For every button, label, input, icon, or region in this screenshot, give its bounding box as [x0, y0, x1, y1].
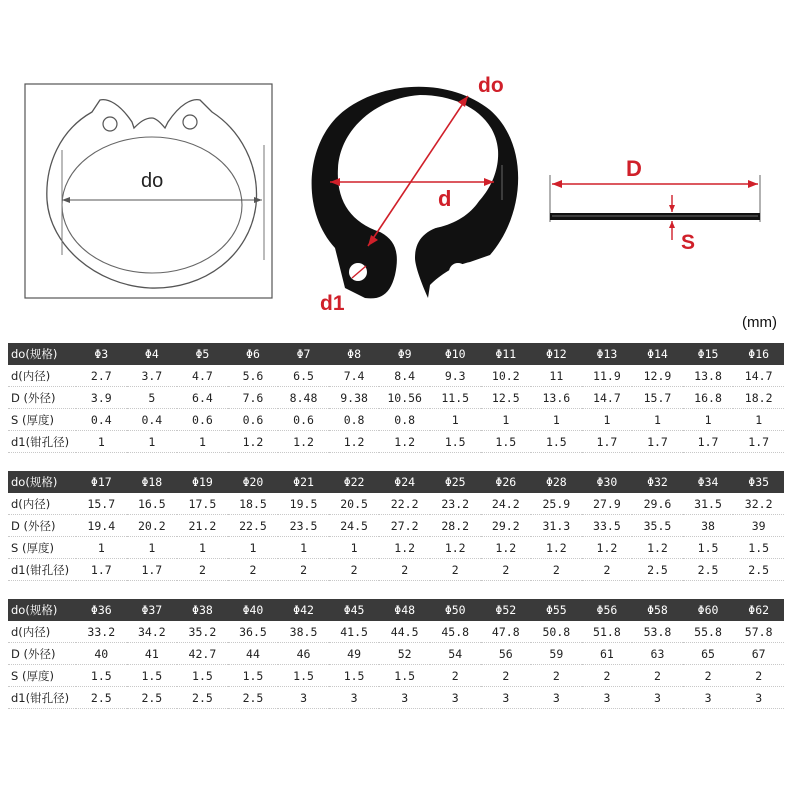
table-cell: 2 [582, 665, 633, 687]
table-cell: 1 [430, 409, 481, 431]
table-row [8, 537, 784, 559]
table-cell: Φ24 [379, 471, 430, 493]
table-cell: 1.7 [733, 431, 784, 453]
circlip-line-drawing [0, 0, 800, 330]
table-cell: 1.5 [733, 537, 784, 559]
table-cell: 16.8 [683, 387, 734, 409]
table-cell: 1.2 [531, 537, 582, 559]
table-cell: Φ25 [430, 471, 481, 493]
table-cell: 11.9 [582, 365, 633, 387]
table-row [8, 515, 784, 537]
table-cell: 19.4 [76, 515, 127, 537]
table-cell: 1 [127, 537, 178, 559]
table-cell: 50.8 [531, 621, 582, 643]
table-cell: 51.8 [582, 621, 633, 643]
table-cell: 2.5 [76, 687, 127, 709]
table-cell: 0.4 [127, 409, 178, 431]
black-circlip-image [312, 87, 519, 299]
table-cell: 41.5 [329, 621, 380, 643]
table-cell: 0.8 [379, 409, 430, 431]
table-cell: 23.2 [430, 493, 481, 515]
table-cell: 22.2 [379, 493, 430, 515]
table-cell: 46 [278, 643, 329, 665]
table-cell: 28.2 [430, 515, 481, 537]
table-cell: 36.5 [228, 621, 279, 643]
table-cell: Φ22 [329, 471, 380, 493]
table-cell: Φ4 [127, 343, 178, 365]
table-cell: Φ6 [228, 343, 279, 365]
table-cell: Φ20 [228, 471, 279, 493]
table-cell: 24.5 [329, 515, 380, 537]
table-cell: 59 [531, 643, 582, 665]
table-cell: 1.5 [481, 431, 532, 453]
table-cell: 12.5 [481, 387, 532, 409]
table-cell: Φ18 [127, 471, 178, 493]
table-cell: Φ17 [76, 471, 127, 493]
table-cell: Φ42 [278, 599, 329, 621]
table-cell: 3 [531, 687, 582, 709]
table-cell: 2.5 [228, 687, 279, 709]
table-cell: Φ32 [632, 471, 683, 493]
table-row [8, 365, 784, 387]
row-label: S (厚度) [8, 409, 76, 431]
table-cell: 38 [683, 515, 734, 537]
table-cell: 8.48 [278, 387, 329, 409]
table-header-row [8, 343, 784, 365]
table-cell: 9.38 [329, 387, 380, 409]
table-cell: Φ15 [683, 343, 734, 365]
table-cell: 11 [531, 365, 582, 387]
table-cell: Φ14 [632, 343, 683, 365]
row-label: do(规格) [8, 343, 76, 365]
table-cell: 1 [683, 409, 734, 431]
row-label: d(内径) [8, 621, 76, 643]
table-cell: 31.5 [683, 493, 734, 515]
row-label: d1(钳孔径) [8, 559, 76, 581]
table-cell: 1.2 [481, 537, 532, 559]
spec-table-body [8, 599, 784, 709]
table-cell: 1.2 [278, 431, 329, 453]
table-cell: 65 [683, 643, 734, 665]
table-cell: 1.5 [683, 537, 734, 559]
table-cell: 2 [379, 559, 430, 581]
table-cell: 2.5 [632, 559, 683, 581]
table-cell: 1 [582, 409, 633, 431]
table-cell: 2 [278, 559, 329, 581]
table-cell: 2 [177, 559, 228, 581]
table-cell: 5.6 [228, 365, 279, 387]
table-cell: 17.5 [177, 493, 228, 515]
table-cell: Φ13 [582, 343, 633, 365]
table-cell: 2.5 [127, 687, 178, 709]
table-cell: 10.56 [379, 387, 430, 409]
ring-label-do: do [478, 74, 504, 97]
table-cell: 52 [379, 643, 430, 665]
spec-table-2 [8, 471, 784, 581]
table-cell: 29.6 [632, 493, 683, 515]
table-cell: 15.7 [76, 493, 127, 515]
table-cell: 6.4 [177, 387, 228, 409]
table-cell: Φ11 [481, 343, 532, 365]
table-cell: 1.2 [329, 431, 380, 453]
table-row [8, 643, 784, 665]
table-cell: 1 [632, 409, 683, 431]
table-cell: 5 [127, 387, 178, 409]
table-header-row [8, 599, 784, 621]
table-cell: Φ9 [379, 343, 430, 365]
table-cell: 1.2 [582, 537, 633, 559]
table-row [8, 621, 784, 643]
table-cell: 49 [329, 643, 380, 665]
table-cell: Φ36 [76, 599, 127, 621]
table-cell: 1.2 [379, 431, 430, 453]
table-cell: 1.7 [683, 431, 734, 453]
table-cell: 3 [683, 687, 734, 709]
table-cell: 1.2 [379, 537, 430, 559]
table-cell: Φ38 [177, 599, 228, 621]
table-cell: 2 [481, 665, 532, 687]
table-cell: 16.5 [127, 493, 178, 515]
table-cell: Φ52 [481, 599, 532, 621]
row-label: do(规格) [8, 471, 76, 493]
table-cell: 1.5 [379, 665, 430, 687]
table-cell: 1.5 [177, 665, 228, 687]
table-cell: 33.2 [76, 621, 127, 643]
table-row [8, 409, 784, 431]
table-cell: 1 [76, 431, 127, 453]
table-cell: 1.2 [430, 537, 481, 559]
table-cell: 33.5 [582, 515, 633, 537]
table-cell: 53.8 [632, 621, 683, 643]
table-cell: 40 [76, 643, 127, 665]
table-cell: 1 [733, 409, 784, 431]
spec-table-body [8, 471, 784, 581]
drawing-label-do: do [141, 170, 164, 192]
table-cell: Φ48 [379, 599, 430, 621]
table-cell: 0.6 [177, 409, 228, 431]
table-cell: 3 [481, 687, 532, 709]
table-cell: 38.5 [278, 621, 329, 643]
row-label: d1(钳孔径) [8, 687, 76, 709]
table-cell: 31.3 [531, 515, 582, 537]
row-label: d(内径) [8, 365, 76, 387]
table-cell: 1 [177, 431, 228, 453]
side-label-S: S [681, 231, 696, 254]
table-cell: 3 [379, 687, 430, 709]
table-cell: 41 [127, 643, 178, 665]
table-cell: Φ56 [582, 599, 633, 621]
table-cell: 44.5 [379, 621, 430, 643]
table-cell: 2 [481, 559, 532, 581]
row-label: D (外径) [8, 387, 76, 409]
table-cell: 35.5 [632, 515, 683, 537]
table-cell: 10.2 [481, 365, 532, 387]
table-cell: 18.5 [228, 493, 279, 515]
table-cell: Φ7 [278, 343, 329, 365]
side-label-D: D [626, 156, 642, 181]
table-cell: 1.5 [228, 665, 279, 687]
table-cell: 1 [76, 537, 127, 559]
table-cell: 19.5 [278, 493, 329, 515]
table-cell: 2.7 [76, 365, 127, 387]
table-cell: 1.2 [228, 431, 279, 453]
table-cell: 2 [531, 559, 582, 581]
table-cell: 1.5 [430, 431, 481, 453]
row-label: S (厚度) [8, 665, 76, 687]
table-cell: 2.5 [177, 687, 228, 709]
table-cell: 11.5 [430, 387, 481, 409]
table-cell: 23.5 [278, 515, 329, 537]
table-cell: 0.4 [76, 409, 127, 431]
table-cell: 3.9 [76, 387, 127, 409]
table-cell: Φ60 [683, 599, 734, 621]
table-cell: 1.2 [632, 537, 683, 559]
table-cell: 15.7 [632, 387, 683, 409]
table-cell: 12.9 [632, 365, 683, 387]
table-cell: 2 [228, 559, 279, 581]
table-cell: 3 [278, 687, 329, 709]
table-cell: 34.2 [127, 621, 178, 643]
row-label: S (厚度) [8, 537, 76, 559]
table-cell: 1.5 [531, 431, 582, 453]
table-cell: 1.7 [127, 559, 178, 581]
table-cell: 1 [177, 537, 228, 559]
ring-label-d: d [438, 186, 452, 211]
table-cell: Φ58 [632, 599, 683, 621]
table-cell: 20.2 [127, 515, 178, 537]
table-cell: 0.8 [329, 409, 380, 431]
row-label: d(内径) [8, 493, 76, 515]
table-cell: Φ3 [76, 343, 127, 365]
side-view-image [550, 175, 760, 240]
table-cell: 3 [632, 687, 683, 709]
table-cell: 47.8 [481, 621, 532, 643]
table-cell: Φ40 [228, 599, 279, 621]
table-cell: Φ26 [481, 471, 532, 493]
table-cell: 0.6 [278, 409, 329, 431]
table-cell: Φ34 [683, 471, 734, 493]
table-cell: 45.8 [430, 621, 481, 643]
table-cell: Φ12 [531, 343, 582, 365]
table-cell: 27.2 [379, 515, 430, 537]
table-cell: 14.7 [733, 365, 784, 387]
table-cell: 2.5 [733, 559, 784, 581]
table-cell: 55.8 [683, 621, 734, 643]
table-row [8, 559, 784, 581]
table-cell: 2 [531, 665, 582, 687]
table-cell: 1.7 [76, 559, 127, 581]
row-label: d1(钳孔径) [8, 431, 76, 453]
table-cell: 1 [127, 431, 178, 453]
row-label: D (外径) [8, 643, 76, 665]
row-label: do(规格) [8, 599, 76, 621]
table-cell: 4.7 [177, 365, 228, 387]
table-cell: Φ16 [733, 343, 784, 365]
table-cell: 44 [228, 643, 279, 665]
spec-table-1 [8, 343, 784, 453]
table-cell: 1.5 [76, 665, 127, 687]
table-cell: Φ30 [582, 471, 633, 493]
table-cell: Φ50 [430, 599, 481, 621]
table-cell: 61 [582, 643, 633, 665]
table-cell: 32.2 [733, 493, 784, 515]
table-cell: 42.7 [177, 643, 228, 665]
table-cell: 3 [430, 687, 481, 709]
table-cell: Φ45 [329, 599, 380, 621]
table-cell: 18.2 [733, 387, 784, 409]
spec-table-body [8, 343, 784, 453]
table-cell: 1.5 [278, 665, 329, 687]
table-cell: 2 [683, 665, 734, 687]
table-row [8, 493, 784, 515]
table-cell: 2 [430, 559, 481, 581]
table-cell: 9.3 [430, 365, 481, 387]
table-cell: Φ37 [127, 599, 178, 621]
table-cell: 57.8 [733, 621, 784, 643]
table-cell: Φ5 [177, 343, 228, 365]
table-cell: 56 [481, 643, 532, 665]
table-cell: 2 [632, 665, 683, 687]
spec-table-3 [8, 599, 784, 709]
table-row [8, 387, 784, 409]
table-header-row [8, 471, 784, 493]
table-cell: Φ55 [531, 599, 582, 621]
table-cell: Φ28 [531, 471, 582, 493]
table-cell: 1 [329, 537, 380, 559]
table-cell: 13.8 [683, 365, 734, 387]
table-cell: 1 [531, 409, 582, 431]
table-cell: 67 [733, 643, 784, 665]
table-cell: 2 [582, 559, 633, 581]
table-cell: Φ10 [430, 343, 481, 365]
table-cell: 1.7 [582, 431, 633, 453]
table-cell: 54 [430, 643, 481, 665]
table-cell: 3 [329, 687, 380, 709]
table-cell: 1 [228, 537, 279, 559]
table-cell: 13.6 [531, 387, 582, 409]
table-cell: Φ8 [329, 343, 380, 365]
table-cell: 0.6 [228, 409, 279, 431]
row-label: D (外径) [8, 515, 76, 537]
table-row [8, 665, 784, 687]
table-cell: 21.2 [177, 515, 228, 537]
table-cell: 8.4 [379, 365, 430, 387]
table-cell: 3.7 [127, 365, 178, 387]
table-row [8, 687, 784, 709]
table-cell: 2.5 [683, 559, 734, 581]
table-cell: 1 [278, 537, 329, 559]
table-cell: Φ19 [177, 471, 228, 493]
table-cell: 1.5 [329, 665, 380, 687]
table-cell: 27.9 [582, 493, 633, 515]
table-cell: 3 [582, 687, 633, 709]
table-cell: 7.4 [329, 365, 380, 387]
table-cell: 1.5 [127, 665, 178, 687]
table-row [8, 431, 784, 453]
table-cell: 1.7 [632, 431, 683, 453]
table-cell: 2 [430, 665, 481, 687]
table-cell: 3 [733, 687, 784, 709]
diagram-area [0, 0, 800, 330]
table-cell: 20.5 [329, 493, 380, 515]
unit-label: (mm) [742, 314, 777, 331]
table-cell: 63 [632, 643, 683, 665]
table-cell: 25.9 [531, 493, 582, 515]
table-cell: 14.7 [582, 387, 633, 409]
table-cell: 2 [329, 559, 380, 581]
table-cell: 39 [733, 515, 784, 537]
table-cell: 2 [733, 665, 784, 687]
table-cell: 22.5 [228, 515, 279, 537]
table-cell: 7.6 [228, 387, 279, 409]
table-cell: 29.2 [481, 515, 532, 537]
ring-label-d1: d1 [320, 292, 345, 315]
table-cell: 6.5 [278, 365, 329, 387]
table-cell: Φ21 [278, 471, 329, 493]
table-cell: 1 [481, 409, 532, 431]
table-cell: 35.2 [177, 621, 228, 643]
table-cell: 24.2 [481, 493, 532, 515]
table-cell: Φ35 [733, 471, 784, 493]
table-cell: Φ62 [733, 599, 784, 621]
